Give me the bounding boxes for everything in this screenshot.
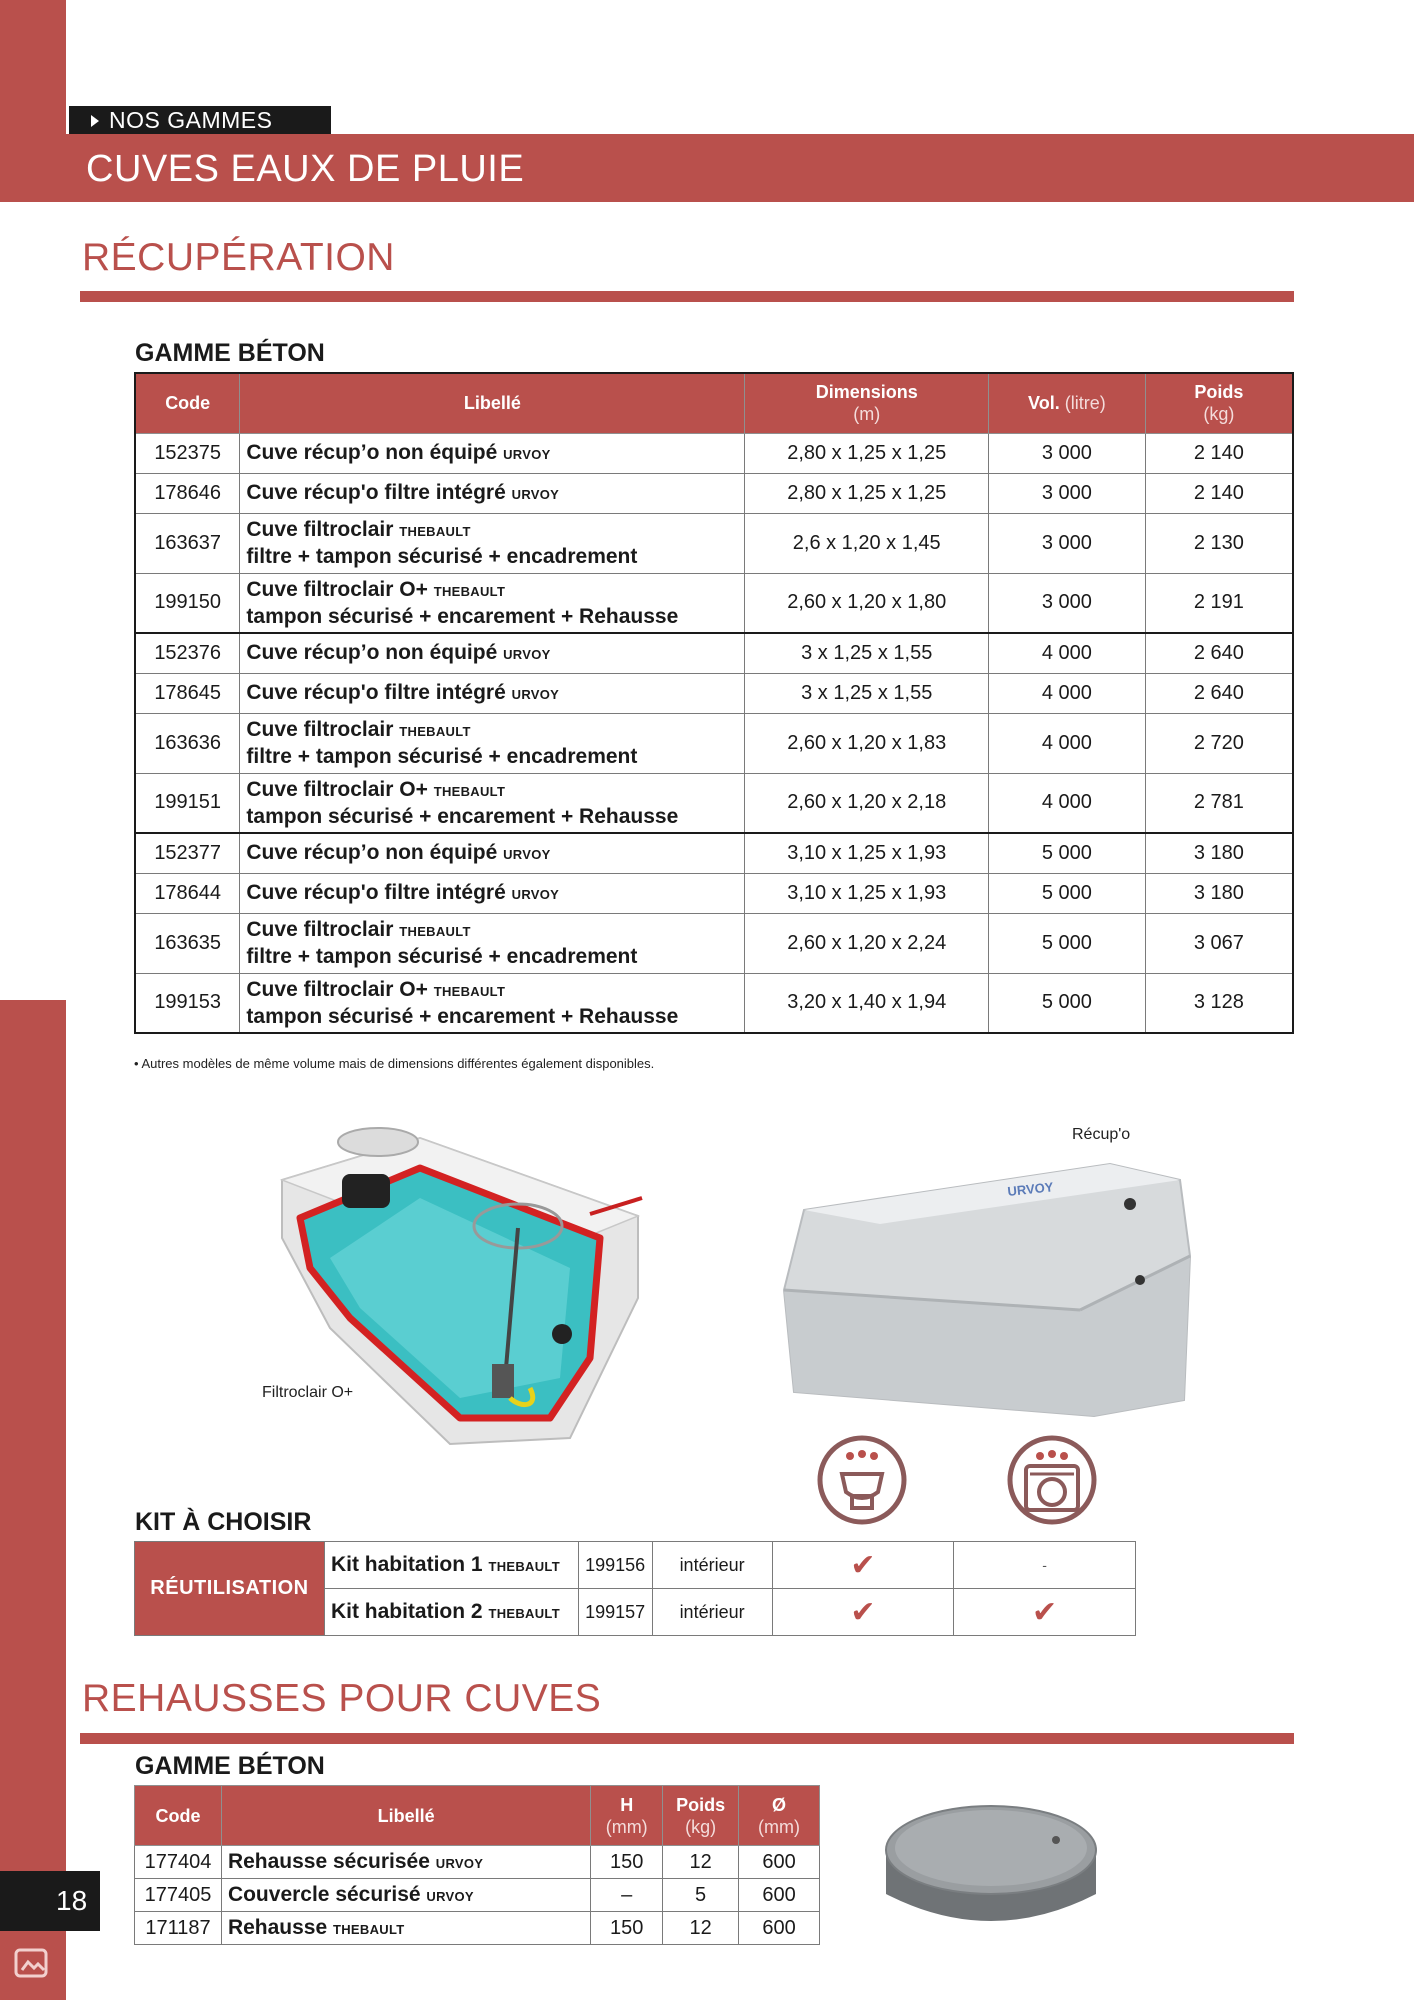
table-row bbox=[135, 1879, 820, 1912]
cell-code: 178645 bbox=[135, 673, 240, 713]
tank-logo-text: URVOY bbox=[1006, 1179, 1055, 1199]
cell-dimensions: 2,60 x 1,20 x 1,80 bbox=[745, 573, 989, 633]
cell-poids: 2 140 bbox=[1145, 433, 1293, 473]
cell-code: 152377 bbox=[135, 833, 240, 873]
rehausses-table bbox=[134, 1785, 820, 1945]
table-row bbox=[135, 433, 1293, 473]
cell-poids: 5 bbox=[663, 1879, 739, 1912]
cell-dimensions: 3,20 x 1,40 x 1,94 bbox=[745, 973, 989, 1033]
table-row bbox=[135, 773, 1293, 833]
kit-table bbox=[134, 1541, 1136, 1636]
toilet-icon bbox=[816, 1434, 908, 1526]
cell-poids: 3 128 bbox=[1145, 973, 1293, 1033]
cell-code: 177404 bbox=[135, 1846, 222, 1879]
cell-code: 178644 bbox=[135, 873, 240, 913]
col-poids: Poids (kg) bbox=[663, 1786, 739, 1846]
cell-volume: 3 000 bbox=[989, 513, 1146, 573]
table-header-row bbox=[135, 373, 1293, 433]
cell-code: 199150 bbox=[135, 573, 240, 633]
subhead-gamme-beton-2: GAMME BÉTON bbox=[135, 1752, 325, 1780]
col-diameter: Ø (mm) bbox=[739, 1786, 820, 1846]
cell-code: 152375 bbox=[135, 433, 240, 473]
page-number: 18 bbox=[0, 1871, 100, 1931]
cell-poids: 2 140 bbox=[1145, 473, 1293, 513]
col-code: Code bbox=[135, 1786, 222, 1846]
cell-dimensions: 2,60 x 1,20 x 2,18 bbox=[745, 773, 989, 833]
check-icon: ✔ bbox=[772, 1589, 954, 1636]
cell-code: 199153 bbox=[135, 973, 240, 1033]
col-vol: Vol. (litre) bbox=[989, 373, 1146, 433]
cell-poids: 2 781 bbox=[1145, 773, 1293, 833]
cell-libelle: Cuve filtroclair THEBAULT filtre + tampon sécurisé + encadrement bbox=[240, 513, 745, 573]
kit-row bbox=[135, 1542, 1136, 1589]
subhead-gamme-beton: GAMME BÉTON bbox=[135, 339, 325, 367]
table-row bbox=[135, 873, 1293, 913]
cell-dimensions: 3,10 x 1,25 x 1,93 bbox=[745, 873, 989, 913]
cell-volume: 5 000 bbox=[989, 833, 1146, 873]
left-accent-bar-top bbox=[0, 0, 66, 202]
table-row bbox=[135, 573, 1293, 633]
cell-volume: 3 000 bbox=[989, 573, 1146, 633]
cell-dimensions: 2,60 x 1,20 x 2,24 bbox=[745, 913, 989, 973]
cell-poids: 3 180 bbox=[1145, 873, 1293, 913]
kit-location: intérieur bbox=[652, 1542, 772, 1589]
cell-code: 171187 bbox=[135, 1912, 222, 1945]
cell-libelle: Cuve filtroclair O+ THEBAULT tampon sécurisé + encarement + Rehausse bbox=[240, 973, 745, 1033]
cell-volume: 5 000 bbox=[989, 913, 1146, 973]
section-rule bbox=[80, 1733, 1294, 1744]
cell-libelle: Cuve récup'o filtre intégré URVOY bbox=[240, 873, 745, 913]
cell-libelle: Cuve filtroclair O+ THEBAULT tampon sécurisé + encarement + Rehausse bbox=[240, 773, 745, 833]
table-row bbox=[135, 473, 1293, 513]
cell-code: 199151 bbox=[135, 773, 240, 833]
kicker-label: NOS GAMMES bbox=[109, 107, 273, 133]
cell-volume: 4 000 bbox=[989, 713, 1146, 773]
cell-h: 150 bbox=[591, 1912, 663, 1945]
cell-poids: 2 640 bbox=[1145, 673, 1293, 713]
cell-code: 178646 bbox=[135, 473, 240, 513]
table-row bbox=[135, 513, 1293, 573]
cell-libelle: Cuve récup’o non équipé URVOY bbox=[240, 633, 745, 673]
cell-volume: 4 000 bbox=[989, 633, 1146, 673]
triangle-right-icon bbox=[91, 115, 99, 127]
caption-recupo: Récup'o bbox=[1072, 1126, 1131, 1143]
cell-h: 150 bbox=[591, 1846, 663, 1879]
not-applicable: - bbox=[954, 1542, 1136, 1589]
col-poids: Poids (kg) bbox=[1145, 373, 1293, 433]
cell-poids: 3 067 bbox=[1145, 913, 1293, 973]
cell-diameter: 600 bbox=[739, 1846, 820, 1879]
table-row bbox=[135, 633, 1293, 673]
col-h: H (mm) bbox=[591, 1786, 663, 1846]
kit-code: 199156 bbox=[578, 1542, 652, 1589]
cell-libelle: Cuve récup'o filtre intégré URVOY bbox=[240, 473, 745, 513]
footnote: • Autres modèles de même volume mais de dimensions différentes également disponibles. bbox=[134, 1056, 655, 1071]
cell-poids: 12 bbox=[663, 1846, 739, 1879]
cell-libelle: Rehausse sécurisée URVOY bbox=[221, 1846, 590, 1879]
cell-diameter: 600 bbox=[739, 1912, 820, 1945]
cell-libelle: Cuve filtroclair O+ THEBAULT tampon sécurisé + encarement + Rehausse bbox=[240, 573, 745, 633]
cell-dimensions: 2,80 x 1,25 x 1,25 bbox=[745, 473, 989, 513]
cell-code: 163636 bbox=[135, 713, 240, 773]
kit-label: Kit habitation 1 THEBAULT bbox=[324, 1542, 578, 1589]
cell-volume: 4 000 bbox=[989, 773, 1146, 833]
title-band bbox=[66, 134, 1414, 202]
cell-dimensions: 2,60 x 1,20 x 1,83 bbox=[745, 713, 989, 773]
cell-libelle: Cuve récup’o non équipé URVOY bbox=[240, 833, 745, 873]
cell-volume: 5 000 bbox=[989, 873, 1146, 913]
washing-machine-icon bbox=[1006, 1434, 1098, 1526]
col-dimensions: Dimensions (m) bbox=[745, 373, 989, 433]
kit-label: Kit habitation 2 THEBAULT bbox=[324, 1589, 578, 1636]
cell-libelle: Cuve filtroclair THEBAULT filtre + tampon sécurisé + encadrement bbox=[240, 913, 745, 973]
section-title-recuperation: RÉCUPÉRATION bbox=[82, 236, 395, 279]
subhead-kit: KIT À CHOISIR bbox=[135, 1508, 312, 1536]
col-code: Code bbox=[135, 373, 240, 433]
logo-icon bbox=[14, 1946, 50, 1982]
cell-poids: 2 130 bbox=[1145, 513, 1293, 573]
section-kicker bbox=[69, 106, 331, 134]
cell-diameter: 600 bbox=[739, 1879, 820, 1912]
table-row bbox=[135, 1912, 820, 1945]
table-row bbox=[135, 973, 1293, 1033]
recuperation-table bbox=[134, 372, 1294, 1034]
cell-dimensions: 2,6 x 1,20 x 1,45 bbox=[745, 513, 989, 573]
section-rule bbox=[80, 291, 1294, 302]
cell-poids: 2 640 bbox=[1145, 633, 1293, 673]
cell-dimensions: 2,80 x 1,25 x 1,25 bbox=[745, 433, 989, 473]
table-row bbox=[135, 1846, 820, 1879]
cell-code: 163637 bbox=[135, 513, 240, 573]
cell-libelle: Cuve filtroclair THEBAULT filtre + tampon sécurisé + encadrement bbox=[240, 713, 745, 773]
table-row bbox=[135, 713, 1293, 773]
page-title: CUVES EAUX DE PLUIE bbox=[86, 148, 525, 190]
left-accent-bar-bottom bbox=[0, 1000, 66, 2000]
cell-dimensions: 3,10 x 1,25 x 1,93 bbox=[745, 833, 989, 873]
table-row bbox=[135, 913, 1293, 973]
cell-volume: 4 000 bbox=[989, 673, 1146, 713]
cell-volume: 3 000 bbox=[989, 433, 1146, 473]
cell-dimensions: 3 x 1,25 x 1,55 bbox=[745, 633, 989, 673]
cell-libelle: Couvercle sécurisé URVOY bbox=[221, 1879, 590, 1912]
rehausse-image bbox=[880, 1798, 1102, 1948]
table-row bbox=[135, 833, 1293, 873]
cell-volume: 5 000 bbox=[989, 973, 1146, 1033]
cell-volume: 3 000 bbox=[989, 473, 1146, 513]
cell-code: 163635 bbox=[135, 913, 240, 973]
cell-code: 177405 bbox=[135, 1879, 222, 1912]
cell-code: 152376 bbox=[135, 633, 240, 673]
table-header-row bbox=[135, 1786, 820, 1846]
cell-poids: 12 bbox=[663, 1912, 739, 1945]
table-row bbox=[135, 673, 1293, 713]
cell-h: – bbox=[591, 1879, 663, 1912]
cell-poids: 2 720 bbox=[1145, 713, 1293, 773]
section-title-rehausses: REHAUSSES POUR CUVES bbox=[82, 1677, 602, 1720]
caption-filtroclair: Filtroclair O+ bbox=[262, 1384, 354, 1401]
check-icon: ✔ bbox=[954, 1589, 1136, 1636]
recupo-tank-image bbox=[780, 1160, 1192, 1418]
cell-libelle: Rehausse THEBAULT bbox=[221, 1912, 590, 1945]
check-icon: ✔ bbox=[772, 1542, 954, 1589]
cell-libelle: Cuve récup’o non équipé URVOY bbox=[240, 433, 745, 473]
cell-dimensions: 3 x 1,25 x 1,55 bbox=[745, 673, 989, 713]
cell-poids: 3 180 bbox=[1145, 833, 1293, 873]
col-libelle: Libellé bbox=[240, 373, 745, 433]
cell-libelle: Cuve récup'o filtre intégré URVOY bbox=[240, 673, 745, 713]
kit-location: intérieur bbox=[652, 1589, 772, 1636]
cell-poids: 2 191 bbox=[1145, 573, 1293, 633]
col-libelle: Libellé bbox=[221, 1786, 590, 1846]
reuse-label: RÉUTILISATION bbox=[135, 1542, 325, 1636]
kit-code: 199157 bbox=[578, 1589, 652, 1636]
